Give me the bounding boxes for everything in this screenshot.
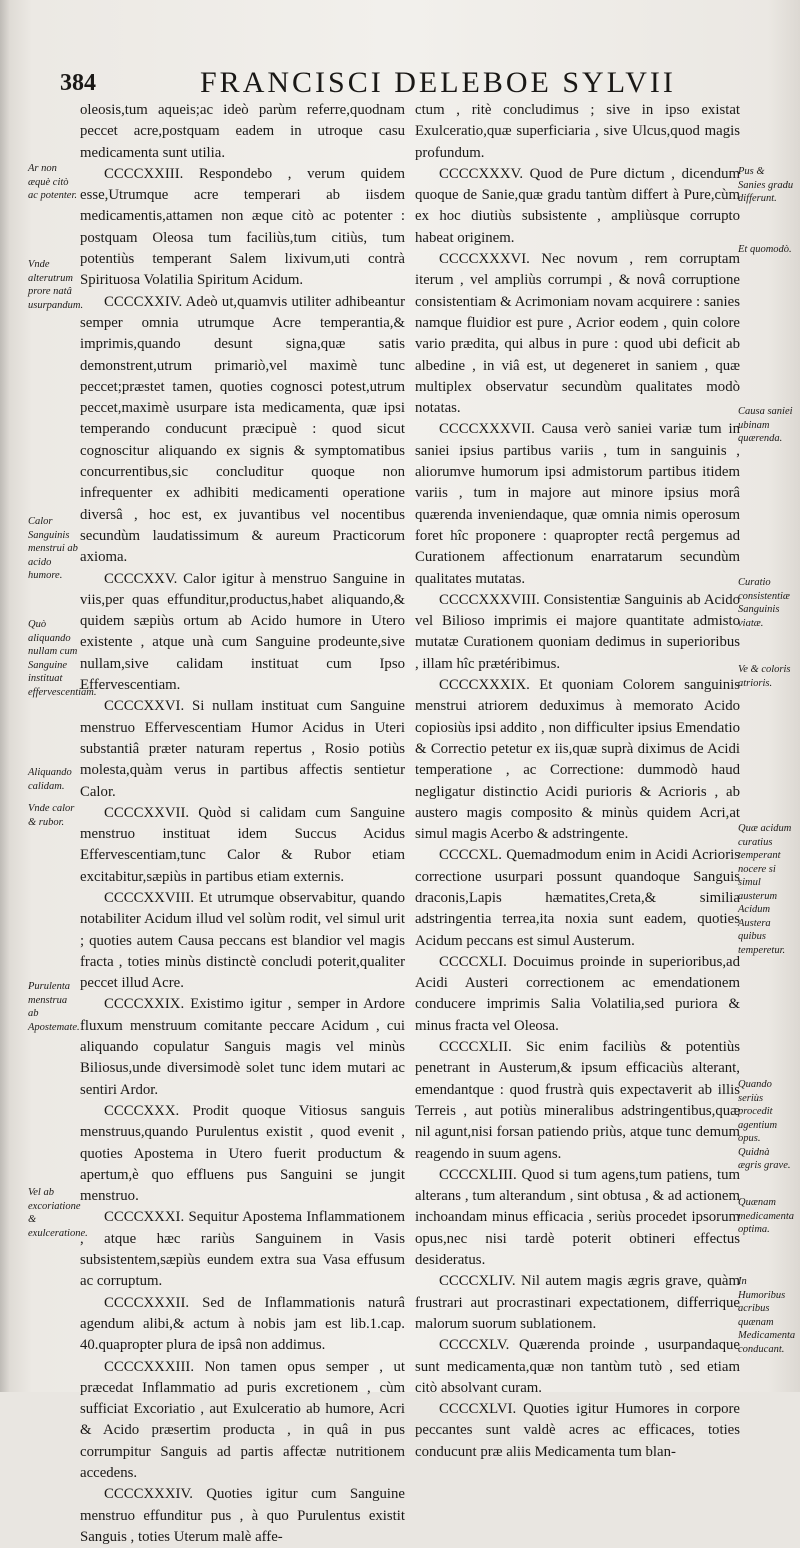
- paragraph: CCCCXXIX. Existimo igitur , semper in Ardore fluxum menstruum comitante peccare Acidum , cui aliquando copulatur Sanguis magis vel minùs Biliosus,unde diversimodè solet tunc idem mutari ac sentiri Ardor.: [80, 996, 405, 1098]
- margin-note: Quando seriùs procedit agentium opus. Quidnà ægris grave.: [738, 1079, 791, 1171]
- margin-note: In Humoribus acribus quænam Medicamenta conducant.: [738, 1276, 796, 1355]
- paragraph: CCCCXXXVI. Nec novum , rem corruptam iterum , vel ampliùs corrumpi , & novâ corruptione consistentiam & Acrimoniam novam acquirere : sanies namque fluidior est pure , Acrior eodem , quin colore vario prædita, qui albus in pure : quod ubi deficit ab albedine , in viâ est, ut degeneret in saniem , quæ multiplex observatur secundùm qualitates modò notatas.: [415, 251, 740, 417]
- paragraph: CCCCXXXVIII. Consistentiæ Sanguinis ab Acido vel Bilioso imprimis ei majore quantitate admisto mutatæ Curationem quoniam dedimus in superioribus , illam hîc prætéribimus.: [415, 591, 740, 672]
- paragraph: CCCCXXV. Calor igitur à menstruo Sanguine in viis,per quas effunditur,productus,habet aliquando,& quidem sæpiùs ortum ab Acido humore in Utero existente , atque unà cum Sanguine prodeunte,sive nullam,sive calidam instituat cum Ipso Effervescentiam.: [80, 570, 405, 694]
- margin-note: Quæ acidum curatius temperant nocere si simul austerum Acidum Austera quibus temperetur.: [738, 823, 792, 956]
- left-text-column: [80, 100, 405, 1545]
- paragraph: CCCCXLVI. Quoties igitur Humores in corpore peccantes sunt valdè acres ac efficaces, toties conducunt præ aliis Medicamenta tum blan-: [415, 1401, 740, 1460]
- paragraph: CCCCXXXIV. Quoties igitur cum Sanguine menstruo effunditur pus , à quo Purulentus existit Sanguis , toties Uterum malè affe-: [80, 1486, 405, 1545]
- margin-note: Purulenta menstrua ab Apostemate.: [28, 981, 80, 1033]
- margin-note: Causa saniei ubinam quærenda.: [738, 406, 793, 444]
- paragraph: CCCCXXIV. Adeò ut,quamvis utiliter adhibeantur semper omnia utrumque Acre temperantia,& imprimis,quando desunt signa,quæ satis demonstrent,utrum primariò,vel maximè tunc peccet;præstet tamen, quoties cognosci potest,utrum peccet,maximè usurpare ista medicamenta, quæ ipsi temperando conducunt præcipuè : quod sicut cognoscitur aliquando ex signis & symptomatibus concurrentibus,sic concluditur quoque non infrequenter ex adhibiti medicamenti operatione diversâ , hoc est, ex juvantibus vel nocentibus secundùm laudatissimum & aureum Practicorum axioma.: [80, 293, 405, 566]
- paragraph: CCCCXLIV. Nil autem magis ægris grave, quàm frustrari aut procrastinari expectationem, differrique malorum suorum sublationem.: [415, 1273, 740, 1332]
- paragraph: CCCCXLV. Quærenda proinde , usurpandaque sunt medicamenta,quæ non tantùm tutò , sed etiam citò absolvant curam.: [415, 1337, 740, 1396]
- paragraph: CCCCXXXV. Quod de Pure dictum , dicendum quoque de Sanie,quæ gradu tantùm differt à Pure,cùm ex hoc diutiùs subsistente , ampliùsque corrupto habeat originem.: [415, 165, 740, 246]
- paragraph: CCCCXLIII. Quod si tum agens,tum patiens, tum alterans , tum alterandum , sint obtusa , & ad actionem inchoandam minus efficacia , seriùs procedet ipsorum opus,nec nisi tardè poterit obtineri effectus desideratus.: [415, 1166, 740, 1269]
- margin-note: Et quomodò.: [738, 244, 792, 255]
- margin-note: Aliquando calidam.: [28, 767, 72, 792]
- paragraph: CCCCXLII. Sic enim faciliùs & potentiùs penetrant in Austerum,& ipsum efficaciùs alterant, emendantque : quod frustrà quis expectaverit ab illis Terreis , aut potiùs mineralibus adstringentibus,quæ nil agunt,nisi forsan patiendo priùs, atque tunc demum reagendo in suum agens.: [415, 1039, 740, 1162]
- margin-note: Calor Sanguinis menstrui ab acido humore.: [28, 516, 78, 581]
- paragraph: oleosis,tum aqueis;ac ideò parùm referre,quodnam peccet acre,postquam eadem in utroque casu medicamenta sunt utilia.: [80, 102, 405, 161]
- paragraph: CCCCXXX. Prodit quoque Vitiosus sanguis menstruus,quando Purulentus existit , quod evenit , quoties Apostema in Utero fuerit productum & apertum,è quo effluens pus Sanguini se jungit menstruo.: [80, 1102, 405, 1205]
- paragraph: CCCCXXXII. Sed de Inflammationis naturâ agendum alibi,& actum à nobis jam est lib.1.cap. 40.quapropter plura de ipsâ non addimus.: [80, 1294, 405, 1354]
- paragraph: CCCCXXVIII. Et utrumque observabitur, quando notabiliter Acidum illud vel solùm rodit, vel simul urit ; quoties autem Causa peccans est blandior vel magis fracta , toties minùs distinctè concludi poterit,qualiter peccet illud Acre.: [80, 889, 405, 992]
- left-edge-shadow: [0, 0, 10, 1392]
- margin-note: Ve & coloris atrioris.: [738, 664, 791, 689]
- paragraph: CCCCXXVI. Si nullam instituat cum Sanguine menstruo Effervescentiam Humor Acidus in Uteri substantiâ præter naturam repertus , Rosio potiùs molesta,quàm verus in partibus affectis sentietur Calor.: [80, 698, 405, 800]
- right-text-column: [415, 100, 740, 1460]
- paragraph: CCCCXXIII. Respondebo , verum quidem esse,Utrumque acre temperari ab iisdem medicamentis,attamen non æque citò ac potenter : postquam Oleosa tum faciliùs,tum citiùs, tum potentiùs temperant Salem lixivum,uti contrà Spirituosa Volatilia Spiritum Acidum.: [80, 165, 405, 289]
- margin-note: Curatio consistentiæ Sanguinis viatæ.: [738, 577, 790, 629]
- running-title: FRANCISCI DELEBOE SYLVII: [200, 66, 676, 99]
- paragraph: CCCCXL. Quemadmodum enim in Acidi Acrioris correctione usurpari possunt quandoque Sanguis draconis,Lapis hæmatites,Creta,& similia adstringentia terrea,ita noxia sunt eadem, quoties Acidum peccans est simul Austerum.: [415, 847, 740, 949]
- margin-note: Vnde alterutrum prore natâ usurpandum.: [28, 259, 84, 311]
- paragraph: CCCCXXVII. Quòd si calidam cum Sanguine menstruo instituat idem Succus Acidus Effervescentiam,tunc Calor & Rubor etiam excitabitur,sæpiùs in partibus etiam externis.: [80, 804, 405, 885]
- page-header: [60, 66, 780, 104]
- margin-note: Pus & Sanies gradu differunt.: [738, 166, 794, 204]
- paragraph: CCCCXXXIII. Non tamen opus semper , ut præcedat Inflammatio ad puris excretionem , cùm sufficiat Excoriatio , aut Exulceratio ab humore, Acri & Acido præsertim producta , in quâ in pus corrumpitur Sanguis ad partis affectæ nutritionem accedens.: [80, 1358, 405, 1481]
- paragraph: CCCCXXXI. Sequitur Apostema Inflammationem , atque hæc rariùs Sanguinem in Vasis subsistentem,sæpiùs eundem extra sua Vasa effusum ac corruptum.: [80, 1209, 405, 1290]
- paragraph: ctum , ritè concludimus ; sive in ipso existat Exulceratio,quæ superficiaria , sive Ulcus,quod magis profundum.: [415, 102, 740, 161]
- page-number: 384: [60, 70, 96, 96]
- margin-note: Quænam medicamenta optima.: [738, 1197, 794, 1235]
- margin-note: Ar non æquè citò ac potenter.: [28, 163, 77, 201]
- paragraph: CCCCXLI. Docuimus proinde in superioribus,ad Acidi Austeri correctionem ac emendationem conducere imprimis Salia Volatilia,sed puriora & minus fracta vel Oleosa.: [415, 953, 740, 1034]
- margin-note: Vnde calor & rubor.: [28, 803, 75, 828]
- paragraph: CCCCXXXIX. Et quoniam Colorem sanguinis menstrui atriorem deduximus à memorato Acido copiosiùs ipsi addito , non difficulter ipsius Emendatio & Correctio petetur ex iis,quæ suprà diximus de Acidi temperatione , ac Correctione: dummodò haud negligatur distinctio Acidi purioris & Acrioris , ab austero magis composito & minùs quidem Acri,at simul magis Acerbo & adstringente.: [415, 677, 740, 843]
- margin-note: Quò aliquando nullam cum Sanguine instituat effervescentiam.: [28, 619, 97, 698]
- paragraph: CCCCXXXVII. Causa verò saniei variæ tum in saniei ipsius partibus variis , tum in sanguinis , aliorumve humorum ipsi admistorum partibus itidem variis , tum in majore aut minore ipsius morâ quærenda inveniendaque, quæ omnia nimis operosum foret hîc proponere : quapropter rectâ pergemus ad Curationem affectionum enarratarum secundùm qualitates mutatas.: [415, 421, 740, 587]
- margin-note: Vel ab excoriatione & exulceratione.: [28, 1187, 88, 1239]
